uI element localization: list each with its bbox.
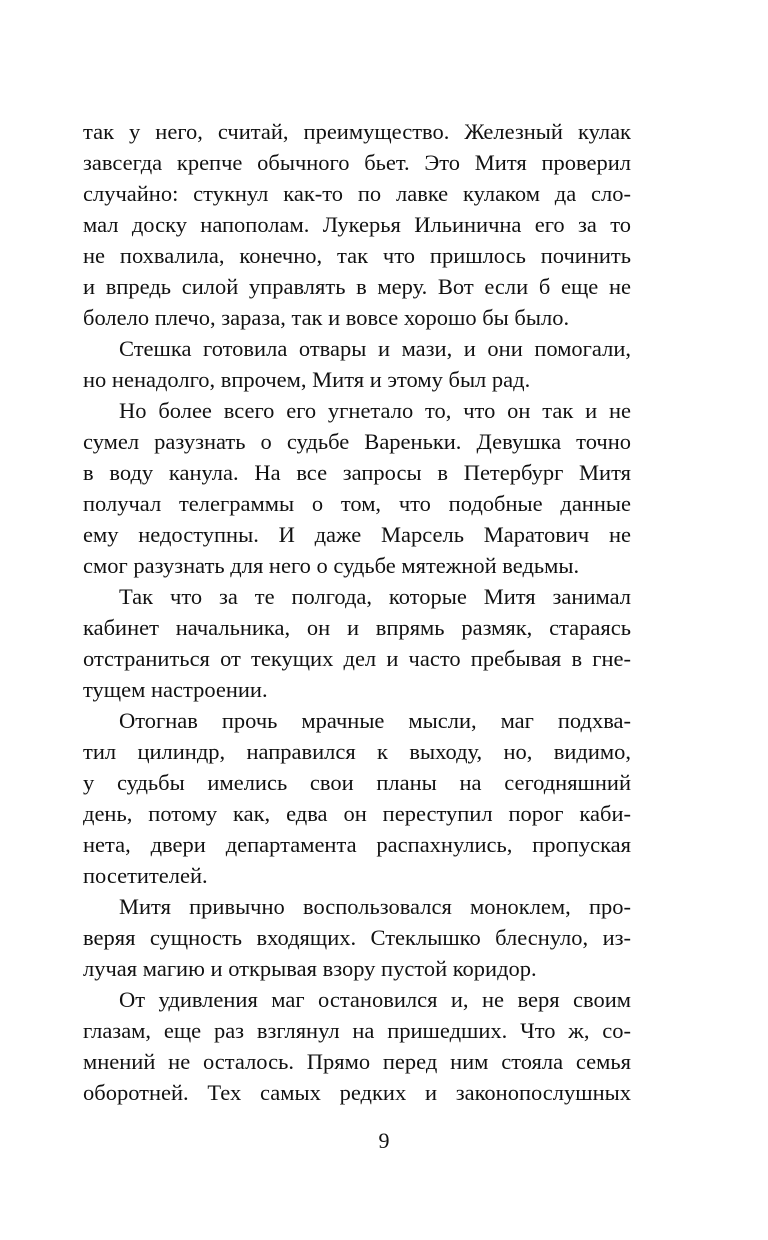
text-line: Отогнав прочь мрачные мысли, маг подхва- [119,708,631,733]
text-line: оборотней. Тех самых редких и законопослушных [83,1080,631,1105]
text-line: посетителей. [83,863,208,888]
text-line: Но более всего его угнетало то, что он так и не [119,398,631,423]
text-line: но ненадолго, впрочем, Митя и этому был рад. [83,367,531,392]
text-line: в воду канула. На все запросы в Петербург Митя [83,460,631,485]
text-line: лучая магию и открывая взору пустой коридор. [83,956,537,981]
text-line: Так что за те полгода, которые Митя занимал [119,584,631,609]
text-line: смог разузнать для него о судьбе мятежной ведьмы. [83,553,580,578]
text-line: Стешка готовила отвары и мази, и они помогали, [119,336,631,361]
text-line: тил цилиндр, направился к выходу, но, видимо, [83,739,631,764]
text-line: сумел разузнать о судьбе Вареньки. Девушка точно [83,429,631,454]
text-line: у судьбы имелись свои планы на сегодняшний [83,770,631,795]
text-line: случайно: стукнул как-то по лавке кулаком да сло- [83,181,631,206]
text-line: От удивления маг остановился и, не веря своим [119,987,631,1012]
text-line: не похвалила, конечно, так что пришлось починить [83,243,631,268]
text-line: завсегда крепче обычного бьет. Это Митя проверил [83,150,631,175]
text-line: мал доску напополам. Лукерья Ильинична его за то [83,212,631,237]
text-line: нета, двери департамента распахнулись, пропуская [83,832,631,857]
text-line: мнений не осталось. Прямо перед ним стояла семья [83,1049,631,1074]
text-line: получал телеграммы о том, что подобные данные [83,491,631,516]
text-line: ему недоступны. И даже Марсель Маратович не [83,522,631,547]
text-line: и впредь силой управлять в меру. Вот если б еще не [83,274,631,299]
text-line: тущем настроении. [83,677,268,702]
text-line: Митя привычно воспользовался моноклем, про- [119,894,631,919]
page-number: 9 [378,1128,390,1153]
body-text [83,116,631,1108]
text-line: глазам, еще раз взглянул на пришедших. Что ж, со- [83,1018,631,1043]
text-line: день, потому как, едва он переступил порог каби- [83,801,631,826]
text-line: отстраниться от текущих дел и часто пребывая в гне- [83,646,631,671]
text-line: так у него, считай, преимущество. Железный кулак [83,119,631,144]
text-line: кабинет начальника, он и впрямь размяк, стараясь [83,615,631,640]
text-line: веряя сущность входящих. Стеклышко блеснуло, из- [83,925,631,950]
text-line: болело плечо, зараза, так и вовсе хорошо бы было. [83,305,570,330]
